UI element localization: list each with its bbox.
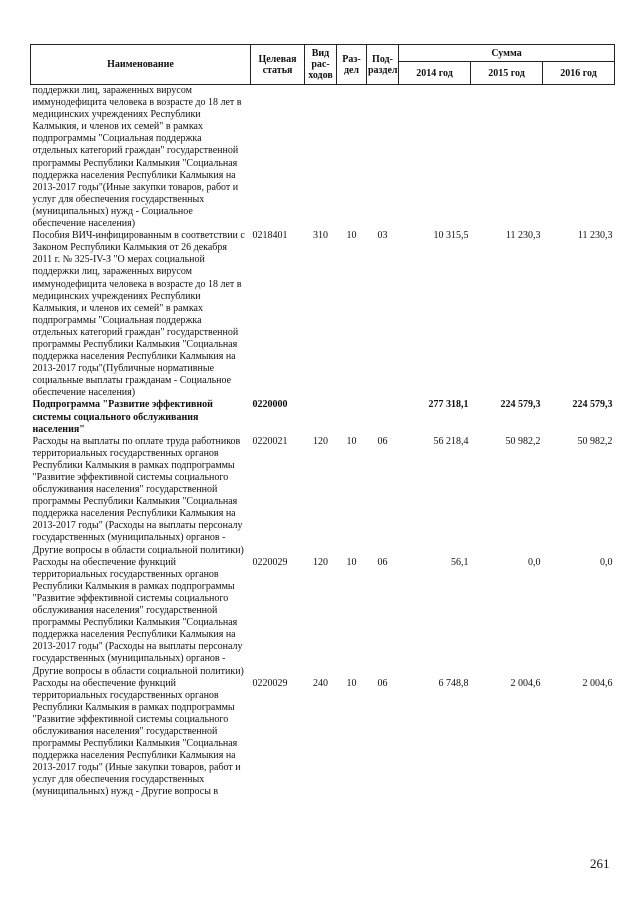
header-expense-type: Вид рас- ходов — [305, 45, 337, 85]
row-name: Подпрограмма "Развитие эффективной системы социального обслуживания населения" — [32, 399, 213, 435]
row-sum-2014: 10 315,5 — [433, 230, 469, 242]
row-sum-2014 — [399, 85, 471, 231]
row-name: поддержки лиц, зараженных вирусом иммунодефицита человека в возрасте до 18 лет в медицинских учреждениях Республики Калмыкия, и членов их семей" в рамках подпрограммы "Социальная поддержка отдельных категорий граждан" государственной программы Республики Калмыкия "Социальная поддержка населения Республики Калмыкия на 2013-2017 годы"(Иные закупки товаров, работ и услуг для обеспечения государственных (муниципальных) нужд - Социальное обеспечение населения) — [32, 85, 242, 230]
row-sum-2016: 0,0 — [600, 556, 613, 568]
header-name: Наименование — [31, 45, 251, 85]
row-target-article: 0220000 — [252, 399, 288, 411]
row-section: 10 — [346, 677, 357, 689]
row-target-article: 0220029 — [252, 556, 288, 568]
row-sum-2015: 2 004,6 — [510, 677, 541, 689]
row-subsection — [367, 85, 399, 231]
table-row — [31, 230, 615, 399]
row-name: Расходы на обеспечение функций территориальных государственных органов Республики Калмыкия в рамках подпрограммы "Развитие эффективной системы социального обслуживания населения" государственной программы Республики Калмыкия "Социальная поддержка населения Республики Калмыкия на 2013-2017 годы" (Расходы на выплаты персоналу государственных (муниципальных) органов - Другие вопросы в области социальной политики) — [32, 556, 244, 677]
table-row — [31, 399, 615, 435]
row-sum-2014: 56,1 — [451, 556, 469, 568]
row-expense-type — [305, 399, 337, 435]
row-subsection: 03 — [377, 230, 388, 242]
row-target-article — [251, 85, 305, 231]
row-subsection — [367, 399, 399, 435]
table-row — [31, 436, 615, 557]
row-name: Пособия ВИЧ-инфицированным в соответствии с Законом Республики Калмыкия от 26 декабря 2011 г. № 325-IV-З "О мерах социальной поддержки лиц, зараженных вирусом иммунодефицита человека в возрасте до 18 лет в медицинских учреждениях Республики Калмыкия, и членов их семей" в рамках подпрограммы "Социальная поддержка отдельных категорий граждан" государственной программы Республики Калмыкия "Социальная поддержка населения Республики Калмыкия на 2013-2017 годы"(Публичные нормативные социальные выплаты гражданам - Социальное обеспечение населения) — [32, 230, 245, 399]
row-sum-2015: 224 579,3 — [500, 399, 541, 411]
row-section: 10 — [346, 556, 357, 568]
header-subsection: Под- раздел — [367, 45, 399, 85]
row-sum-2014: 6 748,8 — [438, 677, 469, 689]
header-target-article: Целевая статья — [251, 45, 305, 85]
header-year-2014: 2014 год — [399, 62, 471, 85]
table-row — [31, 557, 615, 678]
row-name: Расходы на обеспечение функций территориальных государственных органов Республики Калмыкия в рамках подпрограммы "Развитие эффективной системы социального обслуживания населения" государственной программы Республики Калмыкия "Социальная поддержка населения Республики Калмыкия на 2013-2017 годы" (Иные закупки товаров, работ и услуг для обеспечения государственных (муниципальных) нужд - Другие вопросы в — [32, 677, 241, 798]
row-expense-type: 310 — [313, 230, 328, 242]
row-sum-2016: 50 982,2 — [577, 435, 613, 447]
row-sum-2015 — [471, 85, 543, 231]
row-sum-2016: 224 579,3 — [572, 399, 613, 411]
row-section: 10 — [346, 435, 357, 447]
table-body — [31, 85, 615, 799]
row-expense-type: 120 — [313, 435, 328, 447]
table-row — [31, 85, 615, 231]
row-sum-2015: 11 230,3 — [505, 230, 541, 242]
row-sum-2014: 277 318,1 — [428, 399, 469, 411]
row-expense-type: 120 — [313, 556, 328, 568]
table-header — [31, 45, 615, 85]
row-target-article: 0218401 — [252, 230, 288, 242]
row-expense-type: 240 — [313, 677, 328, 689]
table-row — [31, 678, 615, 799]
row-sum-2014: 56 218,4 — [433, 435, 469, 447]
header-sum: Сумма — [399, 45, 615, 62]
row-expense-type — [305, 85, 337, 231]
header-year-2015: 2015 год — [471, 62, 543, 85]
page-number: 261 — [590, 856, 610, 871]
row-section — [337, 85, 367, 231]
row-sum-2016: 2 004,6 — [582, 677, 613, 689]
row-sum-2016: 11 230,3 — [577, 230, 613, 242]
row-target-article: 0220021 — [252, 435, 288, 447]
row-name: Расходы на выплаты по оплате труда работников территориальных государственных органов Республики Калмыкия в рамках подпрограммы "Развитие эффективной системы социального обслуживания населения" государственной программы Республики Калмыкия "Социальная поддержка населения Республики Калмыкия на 2013-2017 годы" (Расходы на выплаты персоналу государственных (муниципальных) органов - Другие вопросы в области социальной политики) — [32, 435, 244, 556]
row-sum-2015: 50 982,2 — [505, 435, 541, 447]
row-sum-2016 — [543, 85, 615, 231]
budget-table — [30, 44, 615, 799]
row-subsection: 06 — [377, 677, 388, 689]
header-section: Раз- дел — [337, 45, 367, 85]
row-target-article: 0220029 — [252, 677, 288, 689]
row-sum-2015: 0,0 — [528, 556, 541, 568]
row-subsection: 06 — [377, 435, 388, 447]
row-subsection: 06 — [377, 556, 388, 568]
header-year-2016: 2016 год — [543, 62, 615, 85]
row-section: 10 — [346, 230, 357, 242]
row-section — [337, 399, 367, 435]
